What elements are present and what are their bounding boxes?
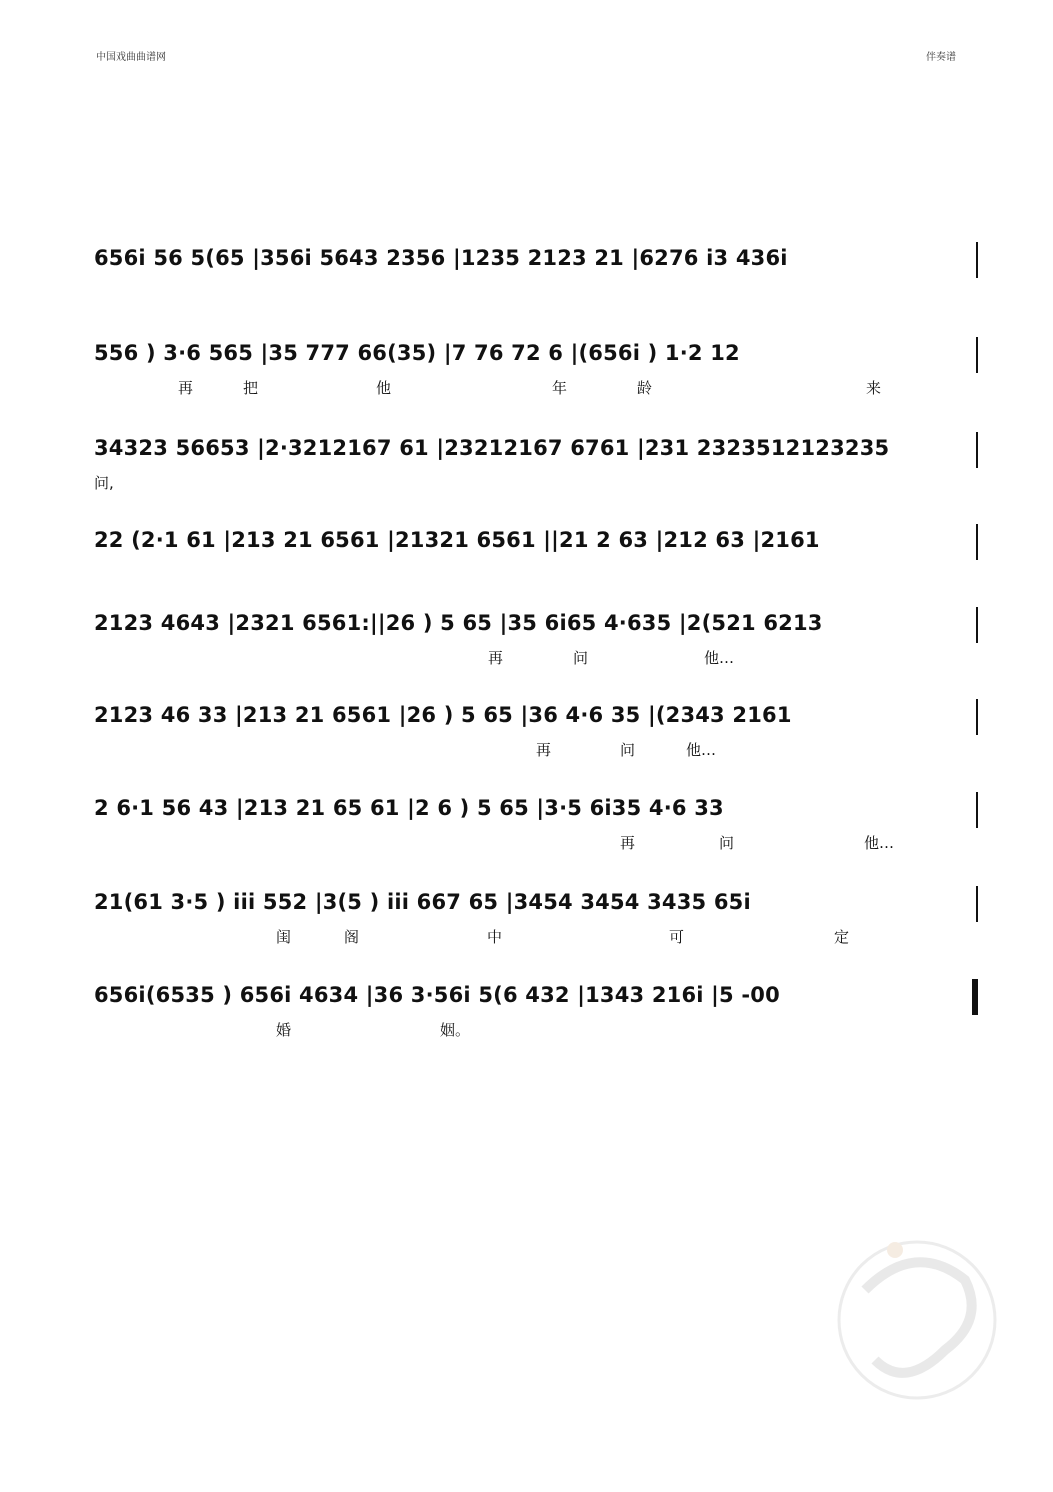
notation-line: 556 ) 3·6 565 |35 777 66(35) |7 76 72 6 |(656i ) 1·2 12 xyxy=(94,341,740,365)
lyrics-line xyxy=(94,832,978,852)
score-row xyxy=(94,238,978,278)
lyrics-line xyxy=(94,647,978,667)
lyric-syllable: 龄 xyxy=(637,379,653,397)
notation-line: 2123 4643 |2321 6561:||26 ) 5 65 |35 6i65 4·635 |2(521 6213 xyxy=(94,611,823,635)
lyric-syllable: 再 xyxy=(178,379,194,397)
barline xyxy=(976,524,978,560)
lyric-syllable: 中 xyxy=(487,928,503,946)
notation-line: 656i(6535 ) 656i 4634 |36 3·56i 5(6 432 |1343 216i |5 -00 xyxy=(94,983,780,1007)
lyrics-line xyxy=(94,472,978,492)
lyric-syllable: 再 xyxy=(620,834,636,852)
lyric-syllable: 他… xyxy=(864,834,895,852)
score-row xyxy=(94,695,978,759)
lyric-syllable: 再 xyxy=(536,741,552,759)
barline xyxy=(976,792,978,828)
score-row xyxy=(94,788,978,852)
lyric-syllable: 问, xyxy=(94,474,114,492)
header-score-type: 伴奏谱 xyxy=(926,52,956,63)
header-site-name: 中国戏曲曲谱网 xyxy=(96,52,166,63)
notation-line: 656i 56 5(65 |356i 5643 2356 |1235 2123 21 |6276 i3 436i xyxy=(94,246,788,270)
lyric-syllable: 再 xyxy=(488,649,504,667)
barline xyxy=(976,337,978,373)
notation-line: 2 6·1 56 43 |213 21 65 61 |2 6 ) 5 65 |3·5 6i35 4·6 33 xyxy=(94,796,724,820)
score-row xyxy=(94,520,978,560)
lyric-syllable: 可 xyxy=(669,928,685,946)
barline xyxy=(976,432,978,468)
score-row xyxy=(94,882,978,946)
lyrics-line xyxy=(94,1019,978,1039)
lyric-syllable: 婚 xyxy=(276,1021,292,1039)
lyric-syllable: 来 xyxy=(866,379,882,397)
barline xyxy=(976,886,978,922)
lyric-syllable: 他… xyxy=(686,741,717,759)
lyrics-line xyxy=(94,739,978,759)
final-barline xyxy=(972,979,978,1015)
score-row xyxy=(94,428,978,492)
lyrics-line xyxy=(94,926,978,946)
lyric-syllable: 定 xyxy=(834,928,850,946)
barline xyxy=(976,242,978,278)
barline xyxy=(976,607,978,643)
lyric-syllable: 姻。 xyxy=(440,1021,471,1039)
score-row xyxy=(94,603,978,667)
lyrics-line xyxy=(94,282,978,302)
notation-line: 21(61 3·5 ) iii 552 |3(5 ) iii 667 65 |3454 3454 3435 65i xyxy=(94,890,751,914)
notation-line: 2123 46 33 |213 21 6561 |26 ) 5 65 |36 4·6 35 |(2343 2161 xyxy=(94,703,792,727)
watermark-stamp-icon xyxy=(835,1220,1000,1420)
lyric-syllable: 阁 xyxy=(344,928,360,946)
barline xyxy=(976,699,978,735)
notation-line: 34323 56653 |2·3212167 61 |23212167 6761 |231 2323512123235 xyxy=(94,436,890,460)
lyric-syllable: 闺 xyxy=(276,928,292,946)
lyrics-line xyxy=(94,564,978,584)
lyric-syllable: 他… xyxy=(704,649,735,667)
lyrics-line xyxy=(94,377,978,397)
notation-line: 22 (2·1 61 |213 21 6561 |21321 6561 ||21 2 63 |212 63 |2161 xyxy=(94,528,820,552)
score-row xyxy=(94,975,978,1039)
lyric-syllable: 把 xyxy=(243,379,259,397)
lyric-syllable: 年 xyxy=(552,379,568,397)
lyric-syllable: 问 xyxy=(719,834,735,852)
lyric-syllable: 问 xyxy=(620,741,636,759)
lyric-syllable: 问 xyxy=(573,649,589,667)
score-row xyxy=(94,333,978,397)
lyric-syllable: 他 xyxy=(376,379,392,397)
